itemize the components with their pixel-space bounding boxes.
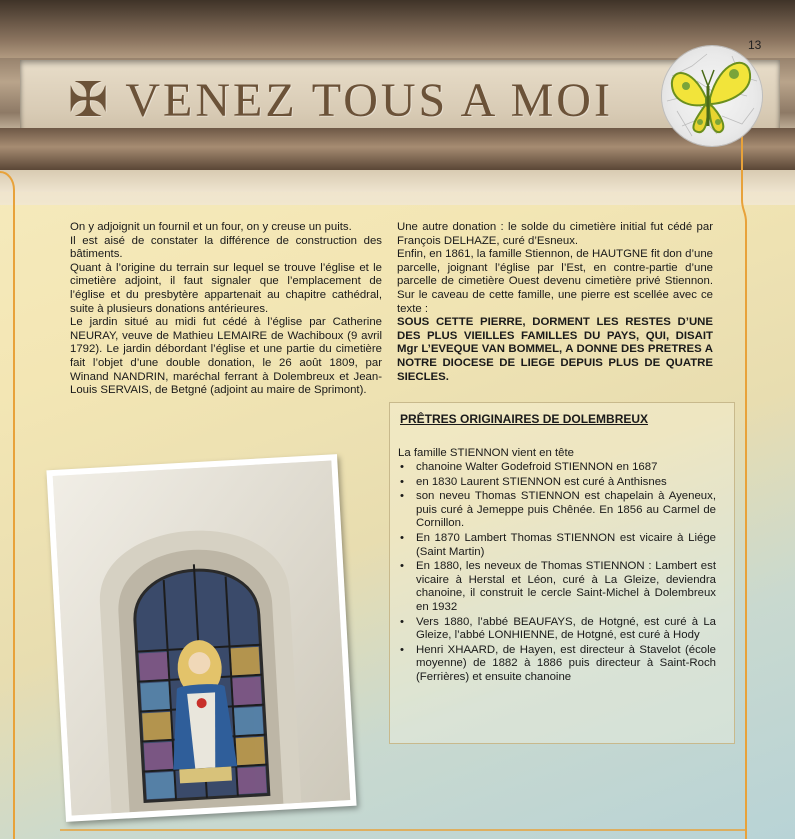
bullet: • (400, 490, 404, 503)
box-title: PRÊTRES ORIGINAIRES DE DOLEMBREUX (400, 412, 649, 426)
paragraph: On y adjoignit un fournil et un four, on y creuse un puits. (70, 221, 352, 233)
list-item-text: son neveu Thomas STIENNON est chapelain à Ayeneux, puis curé à Jemeppe puis Chênée. En 1856 au Carmel de Cornillon. (416, 490, 716, 530)
list-item (398, 490, 716, 531)
motto-inscription: ✠ VENEZ TOUS A MOI (68, 74, 613, 127)
bullet: • (400, 615, 404, 628)
paragraph: Une autre donation : le solde du cimetière initial fut cédé par François DELHAZE, curé d’Esneux. (397, 221, 713, 247)
list-item (398, 616, 716, 643)
bullet: • (400, 643, 404, 656)
banner-cornice (0, 128, 795, 170)
list-item (398, 461, 716, 475)
paragraph: Quant à l’origine du terrain sur lequel se trouve l’église et le cimetière adjoint, il faut signaler que l’emplacement de l’église et du presbytère appartenait au chapitre cathédral, suite à plusieurs donations antérieures. (70, 261, 382, 315)
list-item (398, 644, 716, 685)
bullet: • (400, 531, 404, 544)
paragraph: Enfin, en 1861, la famille Stiennon, de HAUTGNE fit don d’une parcelle, joignant l’église par l’Est, en contre-partie d’une parcelle de cimetière Ouest devenu cimetière privé Stiennon. Sur le caveau de cette famille, une pierre est scellée avec ce texte : (397, 248, 713, 315)
page-number: 13 (748, 38, 762, 52)
list-item-text: en 1830 Laurent STIENNON est curé à Anthisnes (416, 475, 667, 488)
list-item (398, 532, 716, 559)
list-item-text: Henri XHAARD, de Hayen, est directeur à Stavelot (école moyenne) de 1882 à 1886 puis directeur à Saint-Roch (Ferrières) et ensuite chanoine (416, 643, 716, 683)
paragraph: Il est aisé de constater la différence de construction des bâtiments. (70, 234, 382, 261)
right-text-column (397, 221, 713, 384)
tomb-inscription: SOUS CETTE PIERRE, DORMENT LES RESTES D’UNE DES PLUS VIEILLES FAMILLES DU PAYS, QUI, DISAIT Mgr L’EVEQUE VAN BOMMEL, A DONNE DES PRETRES A NOTRE DIOCESE DE LIEGE DEPUIS PLUS DE QUATRE SIECLES. (397, 316, 713, 383)
list-item-text: Vers 1880, l’abbé BEAUFAYS, de Hotgné, est curé à La Gleize, l’abbé LONHIENNE, de Hotgné, est curé à Hody (416, 615, 716, 642)
left-text-column (70, 221, 382, 398)
bullet: • (400, 475, 404, 488)
list-item-text: En 1880, les neveux de Thomas STIENNON : Lambert est vicaire à Herstal et Léon, curé à La Gleize, deviendra chanoine, il construit le cercle Saint-Michel à Dolembreux en 1932 (416, 560, 716, 613)
banner-top-molding (0, 0, 795, 58)
stained-glass-image (53, 460, 351, 815)
list-item (398, 476, 716, 490)
butterfly-mosaic-logo (662, 46, 762, 146)
paragraph: Le jardin situé au midi fut cédé à l’église par Catherine NEURAY, veuve de Mathieu LEMAIRE de Wachiboux (9 avril 1792). Le jardin débordant l’église et une partie du cimetière fait l’objet d’une double donation, le 26 août 1809, par Winand NANDRIN, maréchal ferrant à Dolembreux et Jean-Louis SERVAIS, de Betgné (adjoint au maire de Sprimont). (70, 316, 382, 397)
priests-list (398, 461, 716, 686)
box-intro: La famille STIENNON vient en tête (398, 447, 574, 459)
bullet: • (400, 560, 404, 573)
banner-cornice-lower (0, 170, 795, 192)
priests-box (389, 402, 735, 744)
stained-glass-photo (46, 454, 356, 822)
bullet: • (400, 461, 404, 473)
list-item-text: En 1870 Lambert Thomas STIENNON est vicaire à Liége (Saint Martin) (416, 531, 716, 558)
list-item-text: chanoine Walter Godefroid STIENNON en 1687 (416, 461, 658, 473)
list-item (398, 560, 716, 614)
